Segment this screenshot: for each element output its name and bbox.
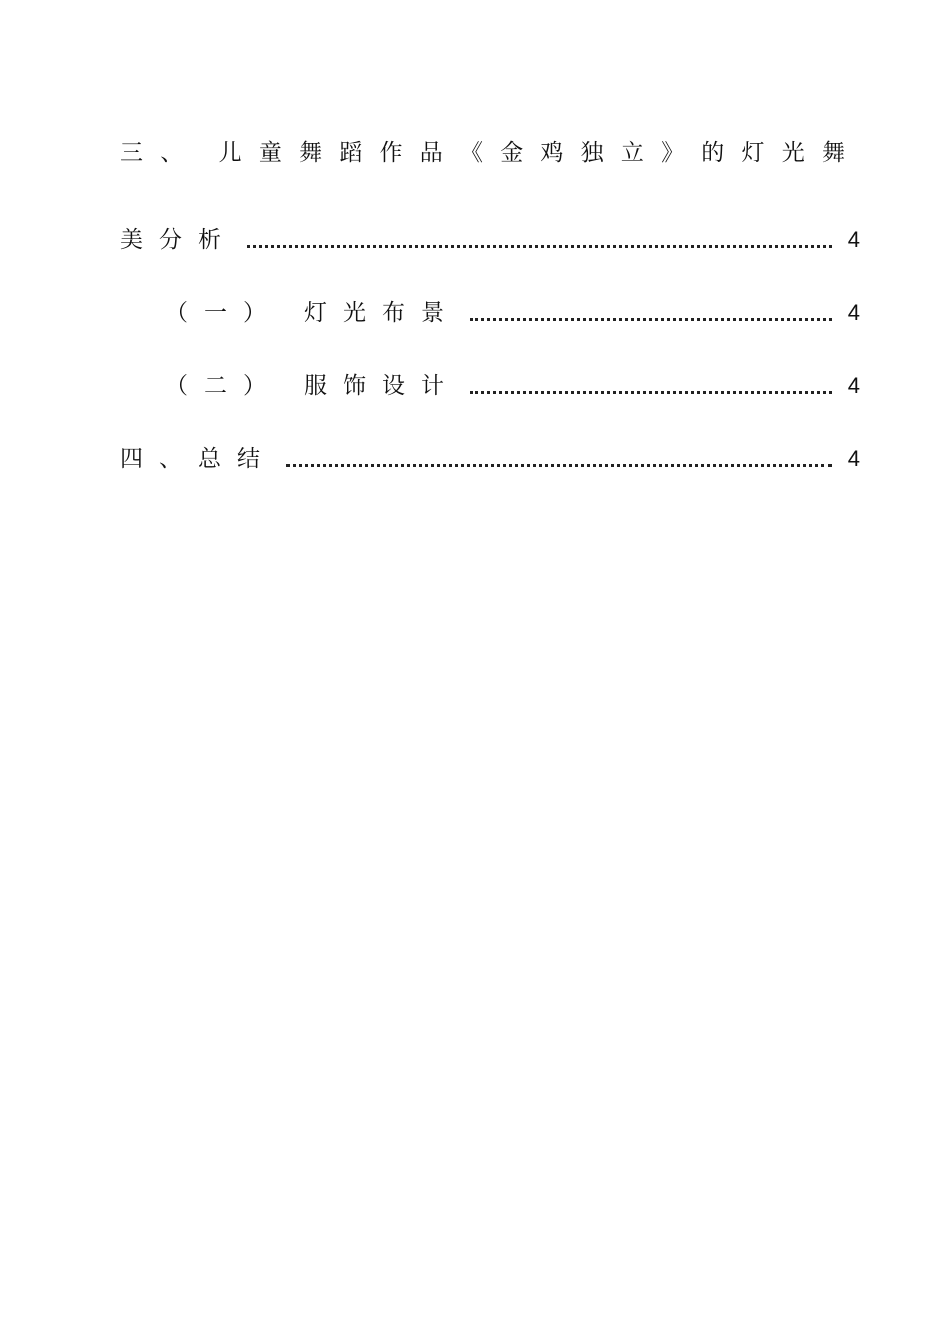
toc-entry-3-heading-char: 作 — [379, 140, 403, 166]
dot-leader — [286, 444, 832, 474]
toc-entry-4-text: 四、总结 — [120, 446, 276, 472]
toc-entry-3-2-label: （二） — [165, 373, 282, 399]
toc-entry-3-heading-char: 鸡 — [540, 140, 564, 166]
toc-entry-3-1-page: 4 — [847, 300, 860, 325]
toc-entry-3-heading-char: 的 — [701, 140, 725, 166]
toc-entry-3-heading-char — [200, 138, 201, 168]
toc-entry-3-heading-char: 蹈 — [339, 140, 363, 166]
toc-entry-3-heading-char: 独 — [580, 140, 604, 166]
toc-entry-3-heading-char: 舞 — [299, 140, 323, 166]
dot-leader — [470, 298, 832, 328]
toc-entry-3-1 — [165, 298, 860, 328]
toc-entry-3-1-label: （一） — [165, 300, 282, 326]
toc-entry-3-line2 — [120, 225, 860, 255]
toc-entry-3-heading-char: 》 — [661, 140, 685, 166]
toc-entry-3-heading-char: 童 — [258, 140, 282, 166]
toc-entry-3-2 — [165, 371, 860, 401]
toc-entry-4-page: 4 — [847, 446, 860, 471]
toc-entry-3-1-text: 灯光布景 — [304, 300, 460, 326]
toc-entry-3-heading-line1 — [120, 138, 845, 168]
toc-entry-3-heading-char: 儿 — [218, 140, 242, 166]
toc-entry-3-heading-char: 品 — [419, 140, 443, 166]
toc-entry-3-text: 美分析 — [120, 227, 237, 253]
toc-entry-3-heading-char: 立 — [620, 140, 644, 166]
toc-entry-3-heading-char: 三 — [120, 140, 143, 166]
toc-entry-3-2-text: 服饰设计 — [304, 373, 460, 399]
toc-entry-3-page: 4 — [847, 227, 860, 252]
toc-entry-4 — [120, 444, 860, 474]
toc-entry-3-heading-char: 舞 — [821, 140, 845, 166]
toc-entry-3-heading-char: 、 — [160, 140, 184, 166]
toc-entry-3-heading-char: 灯 — [741, 140, 765, 166]
dot-leader — [470, 371, 832, 401]
toc-entry-3-heading-char: 金 — [500, 140, 524, 166]
toc-entry-3-heading-char: 《 — [459, 140, 483, 166]
dot-leader — [247, 225, 832, 255]
toc-entry-3-2-page: 4 — [847, 373, 860, 398]
toc-entry-3-heading-char: 光 — [781, 140, 805, 166]
